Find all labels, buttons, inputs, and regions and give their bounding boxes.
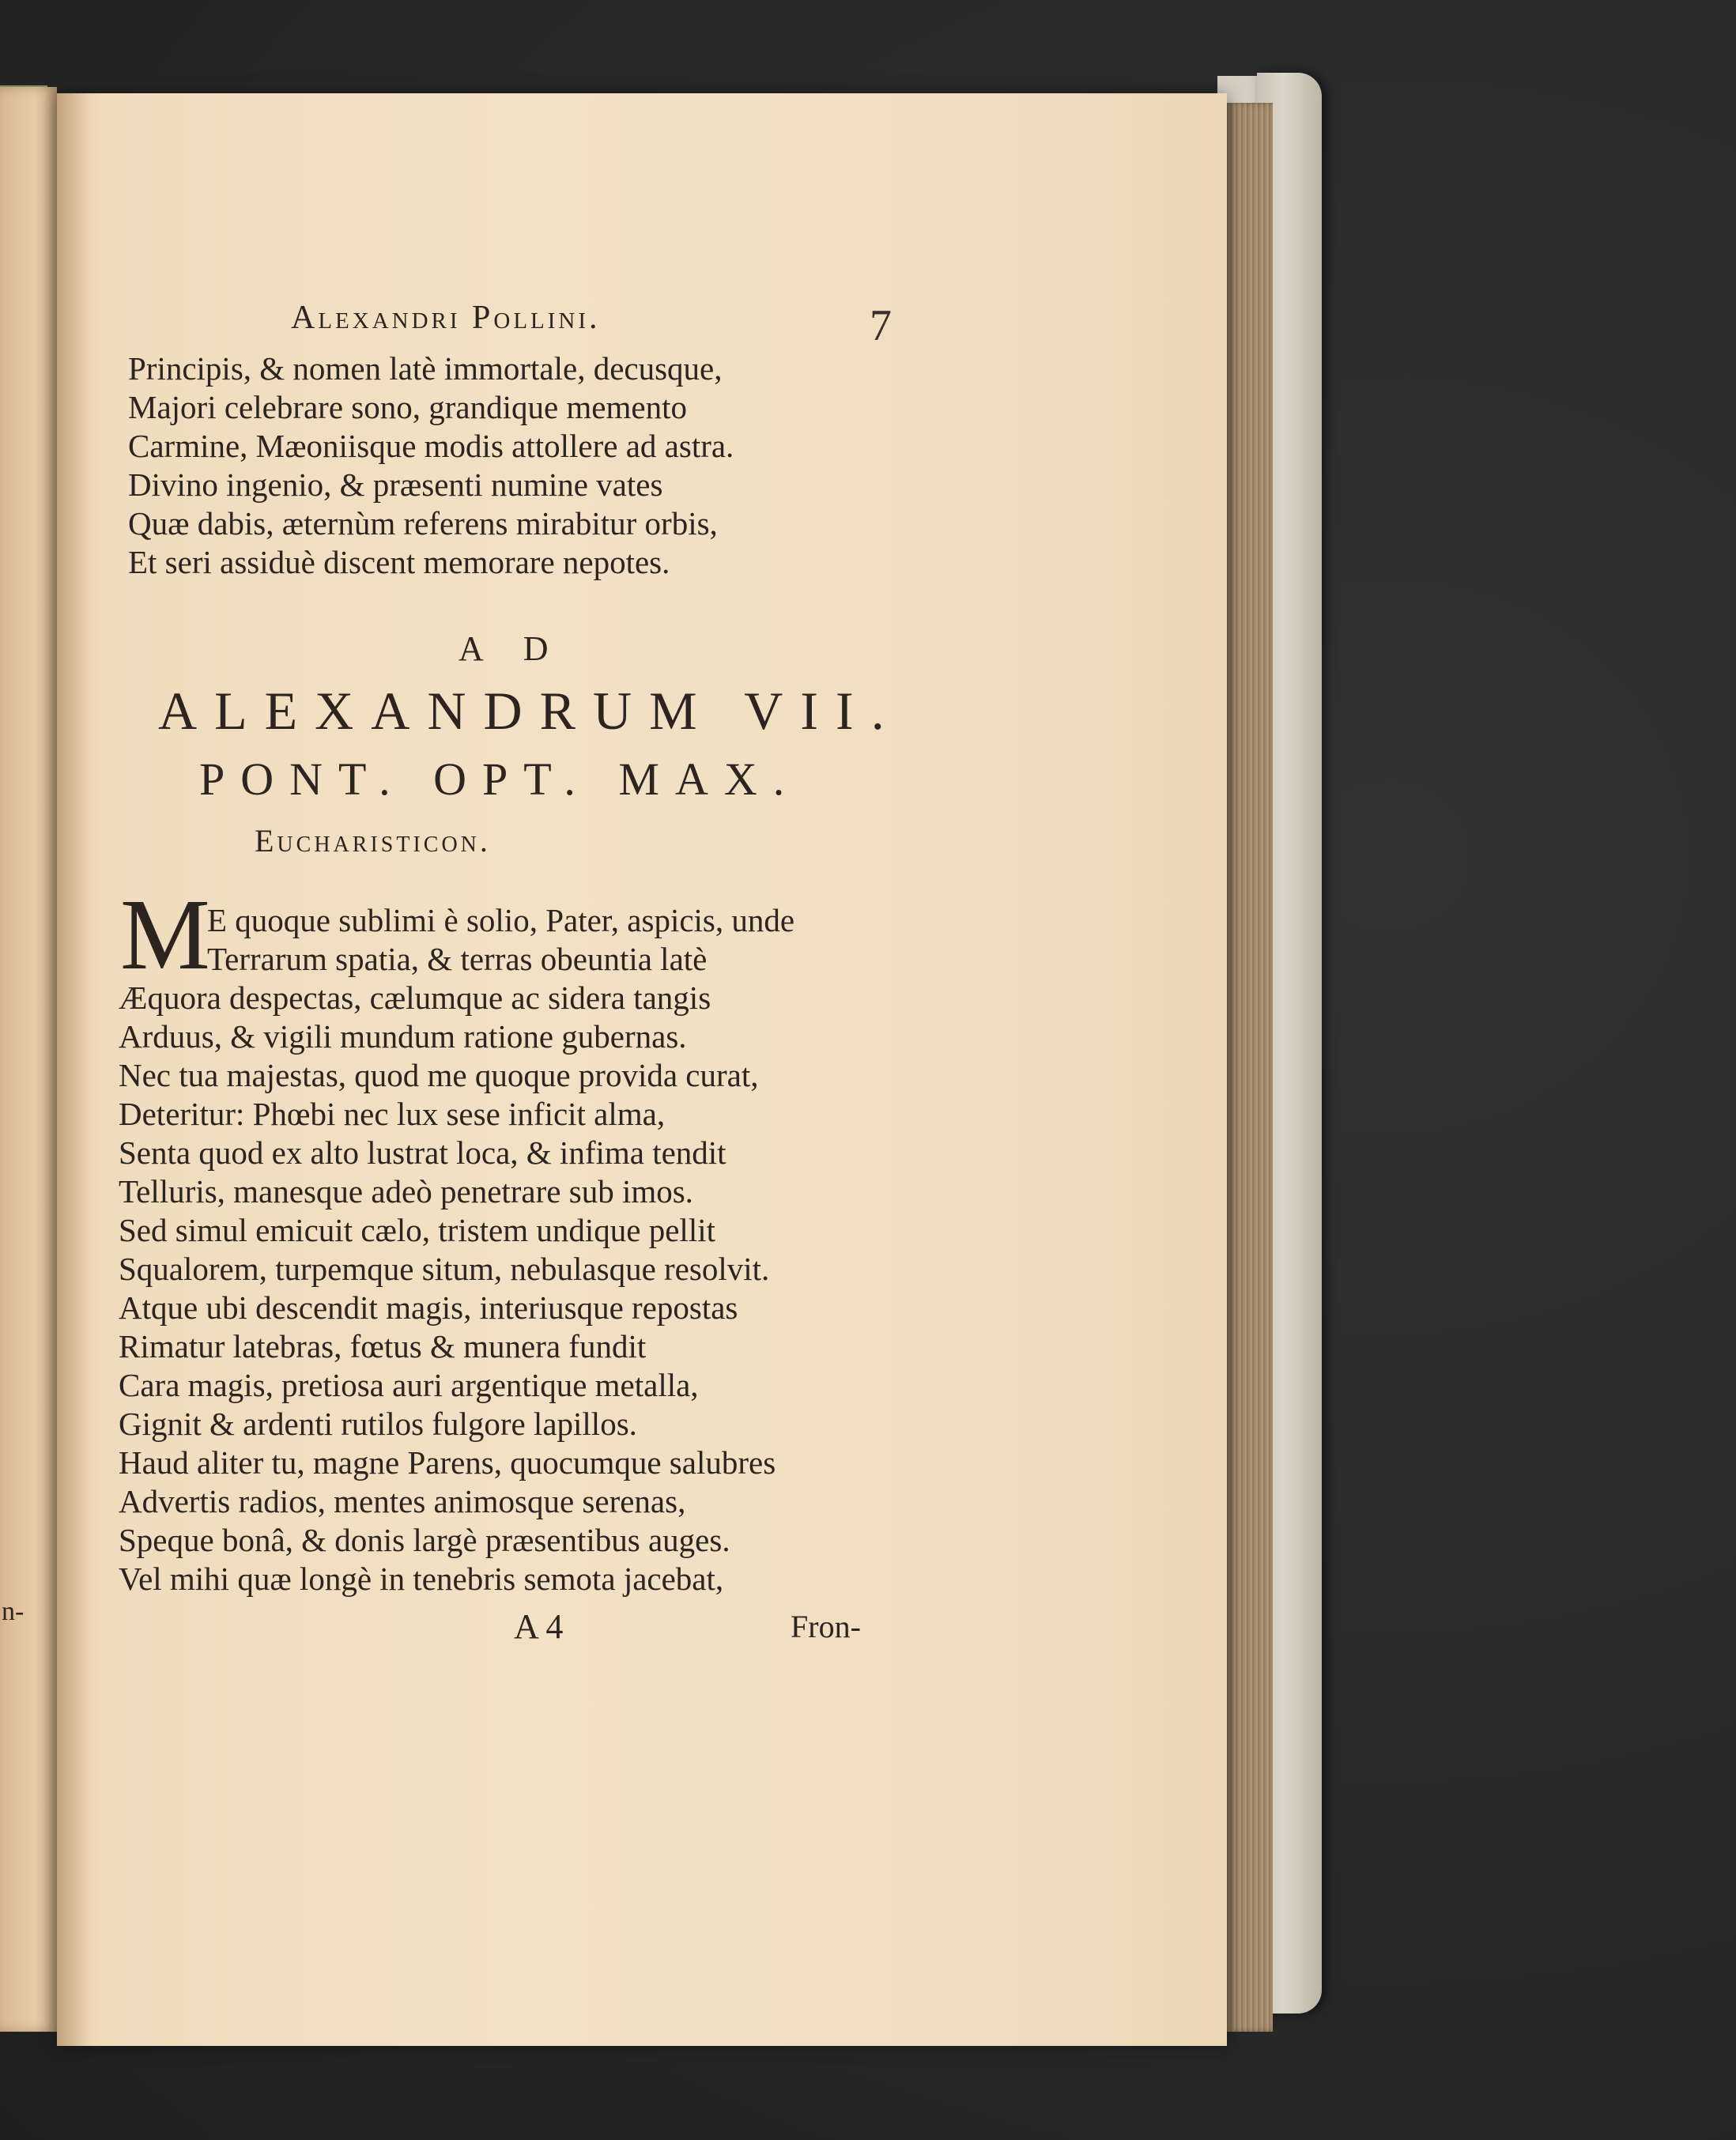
verse-line: Majori celebrare sono, grandique memento (128, 389, 687, 425)
verse-line: Rimatur latebras, fœtus & munera fundit (119, 1328, 647, 1364)
verse-line: Æquora despectas, cælumque ac sidera tangis (119, 979, 711, 1016)
verse-block-1 (128, 349, 734, 582)
verse-line: Deteritur: Phœbi nec lux sese inficit alma, (119, 1096, 666, 1132)
verse-line: Terrarum spatia, & terras obeuntia latè (207, 941, 708, 977)
verse-line: Carmine, Mæoniisque modis attollere ad astra. (128, 428, 734, 464)
title-ad: AD (459, 629, 588, 668)
verse-line: E quoque sublimi è solio, Pater, aspicis, unde (207, 902, 795, 938)
verse-line: Haud aliter tu, magne Parens, quocumque salubres (119, 1444, 776, 1481)
catchword: Fron- (791, 1609, 861, 1644)
verse-line: Senta quod ex alto lustrat loca, & infima tendit (119, 1134, 726, 1171)
title-pont: PONT. OPT. MAX. (199, 753, 801, 805)
verse-line: Nec tua majestas, quod me quoque provida curat, (119, 1057, 759, 1093)
verse-line: Vel mihi quæ longè in tenebris semota jacebat, (119, 1561, 724, 1597)
verse-line: Et seri assiduè discent memorare nepotes. (128, 544, 670, 580)
verse-line: Arduus, & vigili mundum ratione gubernas. (119, 1018, 687, 1055)
verse-line: Quæ dabis, æternùm referens mirabitur orbis, (128, 505, 718, 542)
verse-line: Telluris, manesque adeò penetrare sub imos. (119, 1173, 693, 1210)
verse-line: Cara magis, pretiosa auri argentique metalla, (119, 1367, 699, 1403)
verse-line: Atque ubi descendit magis, interiusque repostas (119, 1289, 738, 1326)
left-page-fragment: n- (2, 1597, 25, 1626)
verse-line: Squalorem, turpemque situm, nebulasque resolvit. (119, 1251, 770, 1287)
signature-mark: A 4 (514, 1607, 564, 1646)
verse-line: Sed simul emicuit cælo, tristem undique pellit (119, 1212, 715, 1248)
verse-block-2-first (207, 901, 794, 979)
title-name: ALEXANDRUM VII. (158, 681, 902, 741)
verse-block-2 (119, 979, 776, 1598)
running-head: Alexandri Pollini. (291, 300, 601, 336)
verse-line: Speque bonâ, & donis largè præsentibus auges. (119, 1522, 730, 1558)
page-block-edges (1227, 103, 1273, 2032)
verse-line: Advertis radios, mentes animosque serenas, (119, 1483, 686, 1519)
verse-line: Principis, & nomen latè immortale, decusque, (128, 350, 723, 387)
page-mark: 7 (870, 301, 892, 350)
left-page (0, 87, 57, 2032)
verse-line: Divino ingenio, & præsenti numine vates (128, 466, 663, 503)
dropcap: M (120, 878, 210, 991)
verse-line: Gignit & ardenti rutilos fulgore lapillos. (119, 1406, 637, 1442)
title-genre: Eucharisticon. (255, 823, 491, 859)
